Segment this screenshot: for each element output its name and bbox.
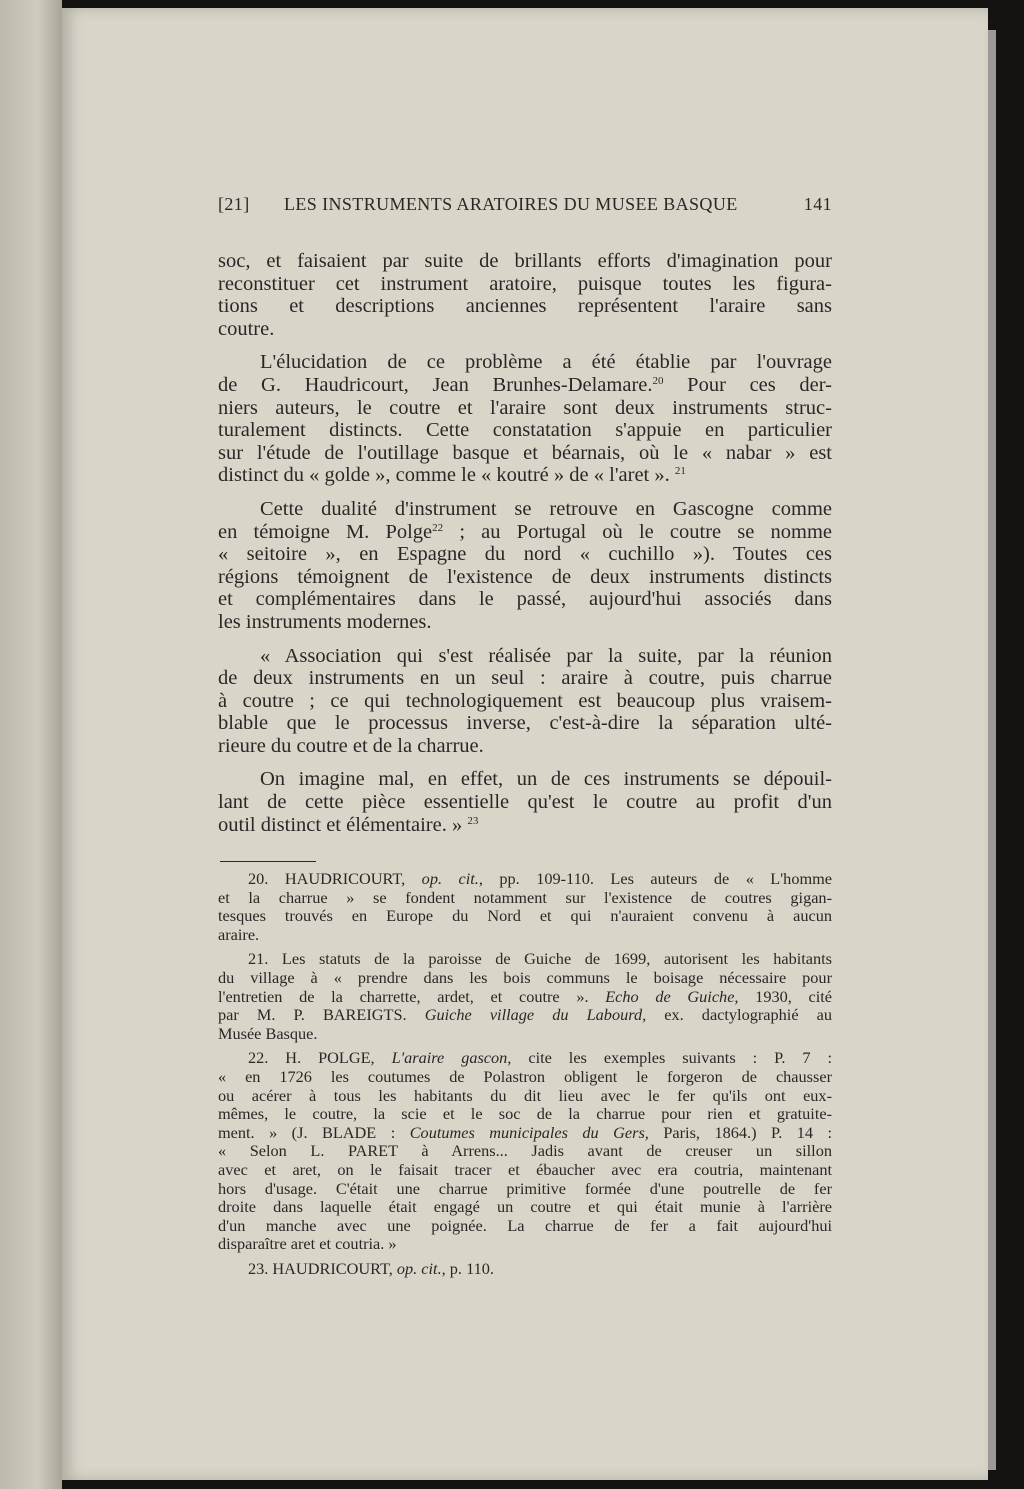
- text-line: [218, 926, 832, 945]
- page-stack-edge: [988, 30, 996, 1470]
- text-line: [218, 498, 832, 521]
- footnote: [218, 870, 832, 944]
- text-segment: sur l'étude de l'outillage basque et béarnais, où le « nabar » est: [218, 441, 832, 464]
- text-line: [218, 1006, 832, 1025]
- footnote: [218, 1049, 832, 1254]
- text-line: [218, 1049, 832, 1068]
- text-line: [218, 250, 832, 273]
- text-line: [218, 1124, 832, 1143]
- text-segment: « en 1726 les coutumes de Polastron obligent le forgeron de chausser: [218, 1066, 832, 1086]
- text-segment: par M. P. BAREIGTS.: [218, 1005, 425, 1025]
- text-segment: turalement distincts. Cette constatation s'appuie en particulier: [218, 419, 832, 442]
- header-title: LES INSTRUMENTS ARATOIRES DU MUSEE BASQUE: [284, 194, 738, 214]
- text-segment: à coutre ; ce qui technologiquement est beaucoup plus vraisem-: [218, 689, 832, 712]
- text-segment: et la charrue » se fondent notamment sur l'existence de coutres gigan-: [218, 887, 832, 907]
- text-line: [218, 1260, 832, 1279]
- italic-text: L'araire gascon,: [391, 1048, 512, 1068]
- footnote-separator: [220, 861, 316, 862]
- text-segment: 23. HAUDRICOURT,: [248, 1258, 397, 1278]
- text-line: [218, 907, 832, 926]
- text-segment: régions témoignent de l'existence de deux instruments distincts: [218, 565, 832, 588]
- text-line: [218, 712, 832, 735]
- text-segment: outil distinct et élémentaire. »: [218, 813, 468, 836]
- text-segment: ex. dactylographié au: [646, 1005, 833, 1025]
- paragraph: [218, 351, 832, 487]
- footnote-reference: 21: [674, 465, 686, 478]
- italic-text: op. cit.: [421, 869, 479, 888]
- text-segment: coutre.: [218, 317, 275, 340]
- text-line: [218, 543, 832, 566]
- text-line: [218, 1198, 832, 1217]
- text-segment: araire.: [218, 924, 260, 944]
- text-segment: et complémentaires dans le passé, aujourd'hui associés dans: [218, 588, 832, 611]
- text-segment: « Association qui s'est réalisée par la suite, par la réunion: [260, 644, 832, 667]
- text-segment: p. 110.: [445, 1258, 494, 1278]
- text-line: [218, 814, 832, 837]
- text-line: [218, 1105, 832, 1124]
- text-line: [218, 735, 832, 758]
- text-segment: « seitoire », en Espagne du nord « cuchillo »). Toutes ces: [218, 543, 832, 566]
- header-chapter-number: [21]: [218, 194, 250, 214]
- text-segment: 1930, cité: [738, 986, 832, 1006]
- text-line: [218, 1025, 832, 1044]
- text-segment: du village à « prendre dans les bois communs le boisage nécessaire pour: [218, 967, 832, 987]
- text-line: [218, 889, 832, 908]
- text-line: [218, 791, 832, 814]
- text-segment: Paris, 1864.) P. 14 :: [648, 1122, 833, 1142]
- text-segment: Pour ces der-: [663, 373, 832, 396]
- italic-text: op. cit.,: [396, 1258, 446, 1278]
- text-line: [218, 397, 832, 420]
- text-segment: distinct du « golde », comme le « koutré » de « l'aret ».: [218, 464, 675, 487]
- text-segment: de G. Haudricourt, Jean Brunhes-Delamare.: [218, 373, 653, 396]
- text-segment: soc, et faisaient par suite de brillants efforts d'imagination pour: [218, 250, 832, 272]
- text-line: [218, 374, 832, 397]
- text-line: [218, 419, 832, 442]
- text-line: [218, 1161, 832, 1180]
- text-segment: Cette dualité d'instrument se retrouve en Gascogne comme: [260, 497, 832, 520]
- text-line: [218, 588, 832, 611]
- text-segment: d'un manche avec une poignée. La charrue de fer a fait aujourd'hui: [218, 1215, 832, 1235]
- footnote: [218, 1260, 832, 1279]
- text-line: [218, 1180, 832, 1199]
- text-segment: 20. HAUDRICOURT,: [248, 869, 422, 888]
- text-segment: rieure du coutre et de la charrue.: [218, 734, 484, 757]
- text-segment: avec et aret, on le faisait tracer et ébaucher avec era coutria, maintenant: [218, 1159, 832, 1179]
- text-segment: mêmes, le coutre, la scie et le soc de la charrue pour rien et gratuite-: [218, 1104, 832, 1124]
- text-segment: L'élucidation de ce problème a été établie par l'ouvrage: [260, 351, 832, 374]
- footnotes: [218, 870, 832, 1284]
- page-number: 141: [803, 194, 832, 214]
- text-segment: de deux instruments en un seul : araire à coutre, puis charrue: [218, 667, 832, 690]
- italic-text: Echo de Guiche,: [605, 986, 739, 1006]
- facing-page-edge: [0, 0, 62, 1489]
- paragraph: [218, 768, 832, 836]
- text-line: [218, 870, 832, 889]
- text-segment: tions et descriptions anciennes représentent l'araire sans: [218, 295, 832, 318]
- text-segment: « Selon L. PARET à Arrens... Jadis avant de creuser un sillon: [218, 1141, 832, 1161]
- text-line: [218, 566, 832, 589]
- text-line: [218, 442, 832, 465]
- text-segment: l'entretien de la charrette, ardet, et coutre ».: [218, 986, 606, 1006]
- text-segment: tesques trouvés en Europe du Nord et qui n'auraient convenu à aucun: [218, 906, 832, 926]
- text-segment: lant de cette pièce essentielle qu'est le coutre au profit d'un: [218, 791, 832, 814]
- text-line: [218, 768, 832, 791]
- text-line: [218, 645, 832, 668]
- text-segment: 21. Les statuts de la paroisse de Guiche de 1699, autorisent les habitants: [248, 949, 832, 969]
- text-line: [218, 690, 832, 713]
- italic-text: Guiche village du Labourd,: [424, 1005, 647, 1025]
- text-segment: droite dans laquelle était engagé un coutre et qui était munie à l'arrière: [218, 1197, 832, 1217]
- text-line: [218, 1142, 832, 1161]
- text-segment: ment. » (J. BLADE :: [218, 1122, 410, 1142]
- footnote-reference: 20: [652, 374, 664, 387]
- paragraph: [218, 250, 832, 340]
- text-segment: hors d'usage. C'était une charrue primitive formée d'une poutrelle de fer: [218, 1178, 832, 1198]
- text-segment: ; au Portugal où le coutre se nomme: [443, 520, 832, 543]
- text-segment: reconstituer cet instrument aratoire, puisque toutes les figura-: [218, 272, 832, 295]
- text-line: [218, 1068, 832, 1087]
- text-line: [218, 318, 832, 341]
- text-line: [218, 521, 832, 544]
- text-line: [218, 295, 832, 318]
- italic-text: Coutumes municipales du Gers,: [409, 1122, 649, 1142]
- text-segment: blable que le processus inverse, c'est-à-dire la séparation ulté-: [218, 712, 832, 735]
- text-line: [218, 988, 832, 1007]
- text-line: [218, 950, 832, 969]
- text-segment: Musée Basque.: [218, 1023, 318, 1043]
- text-line: [218, 464, 832, 487]
- text-line: [218, 1235, 832, 1254]
- footnote: [218, 950, 832, 1043]
- text-segment: les instruments modernes.: [218, 610, 432, 633]
- text-line: [218, 351, 832, 374]
- text-segment: 22. H. POLGE,: [248, 1048, 392, 1068]
- text-line: [218, 667, 832, 690]
- text-segment: ou acérer à tous les habitants du dit lieu avec le fer qu'ils ont eux-: [218, 1085, 832, 1105]
- paragraph: [218, 498, 832, 634]
- text-line: [218, 1087, 832, 1106]
- text-line: [218, 611, 832, 634]
- text-segment: cite les exemples suivants : P. 7 :: [511, 1048, 833, 1068]
- text-line: [218, 273, 832, 296]
- text-segment: en témoigne M. Polge: [218, 520, 433, 543]
- text-line: [218, 969, 832, 988]
- body-text: [218, 250, 832, 847]
- footnote-reference: 23: [467, 814, 479, 827]
- text-segment: niers auteurs, le coutre et l'araire sont deux instruments struc-: [218, 396, 832, 419]
- text-line: [218, 1217, 832, 1236]
- running-header: [218, 194, 832, 220]
- text-segment: , pp. 109-110. Les auteurs de « L'homme: [478, 869, 833, 888]
- text-segment: On imagine mal, en effet, un de ces instruments se dépouil-: [260, 768, 832, 791]
- text-segment: disparaître aret et coutria. »: [218, 1234, 397, 1254]
- paragraph: [218, 645, 832, 758]
- footnote-reference: 22: [432, 521, 444, 534]
